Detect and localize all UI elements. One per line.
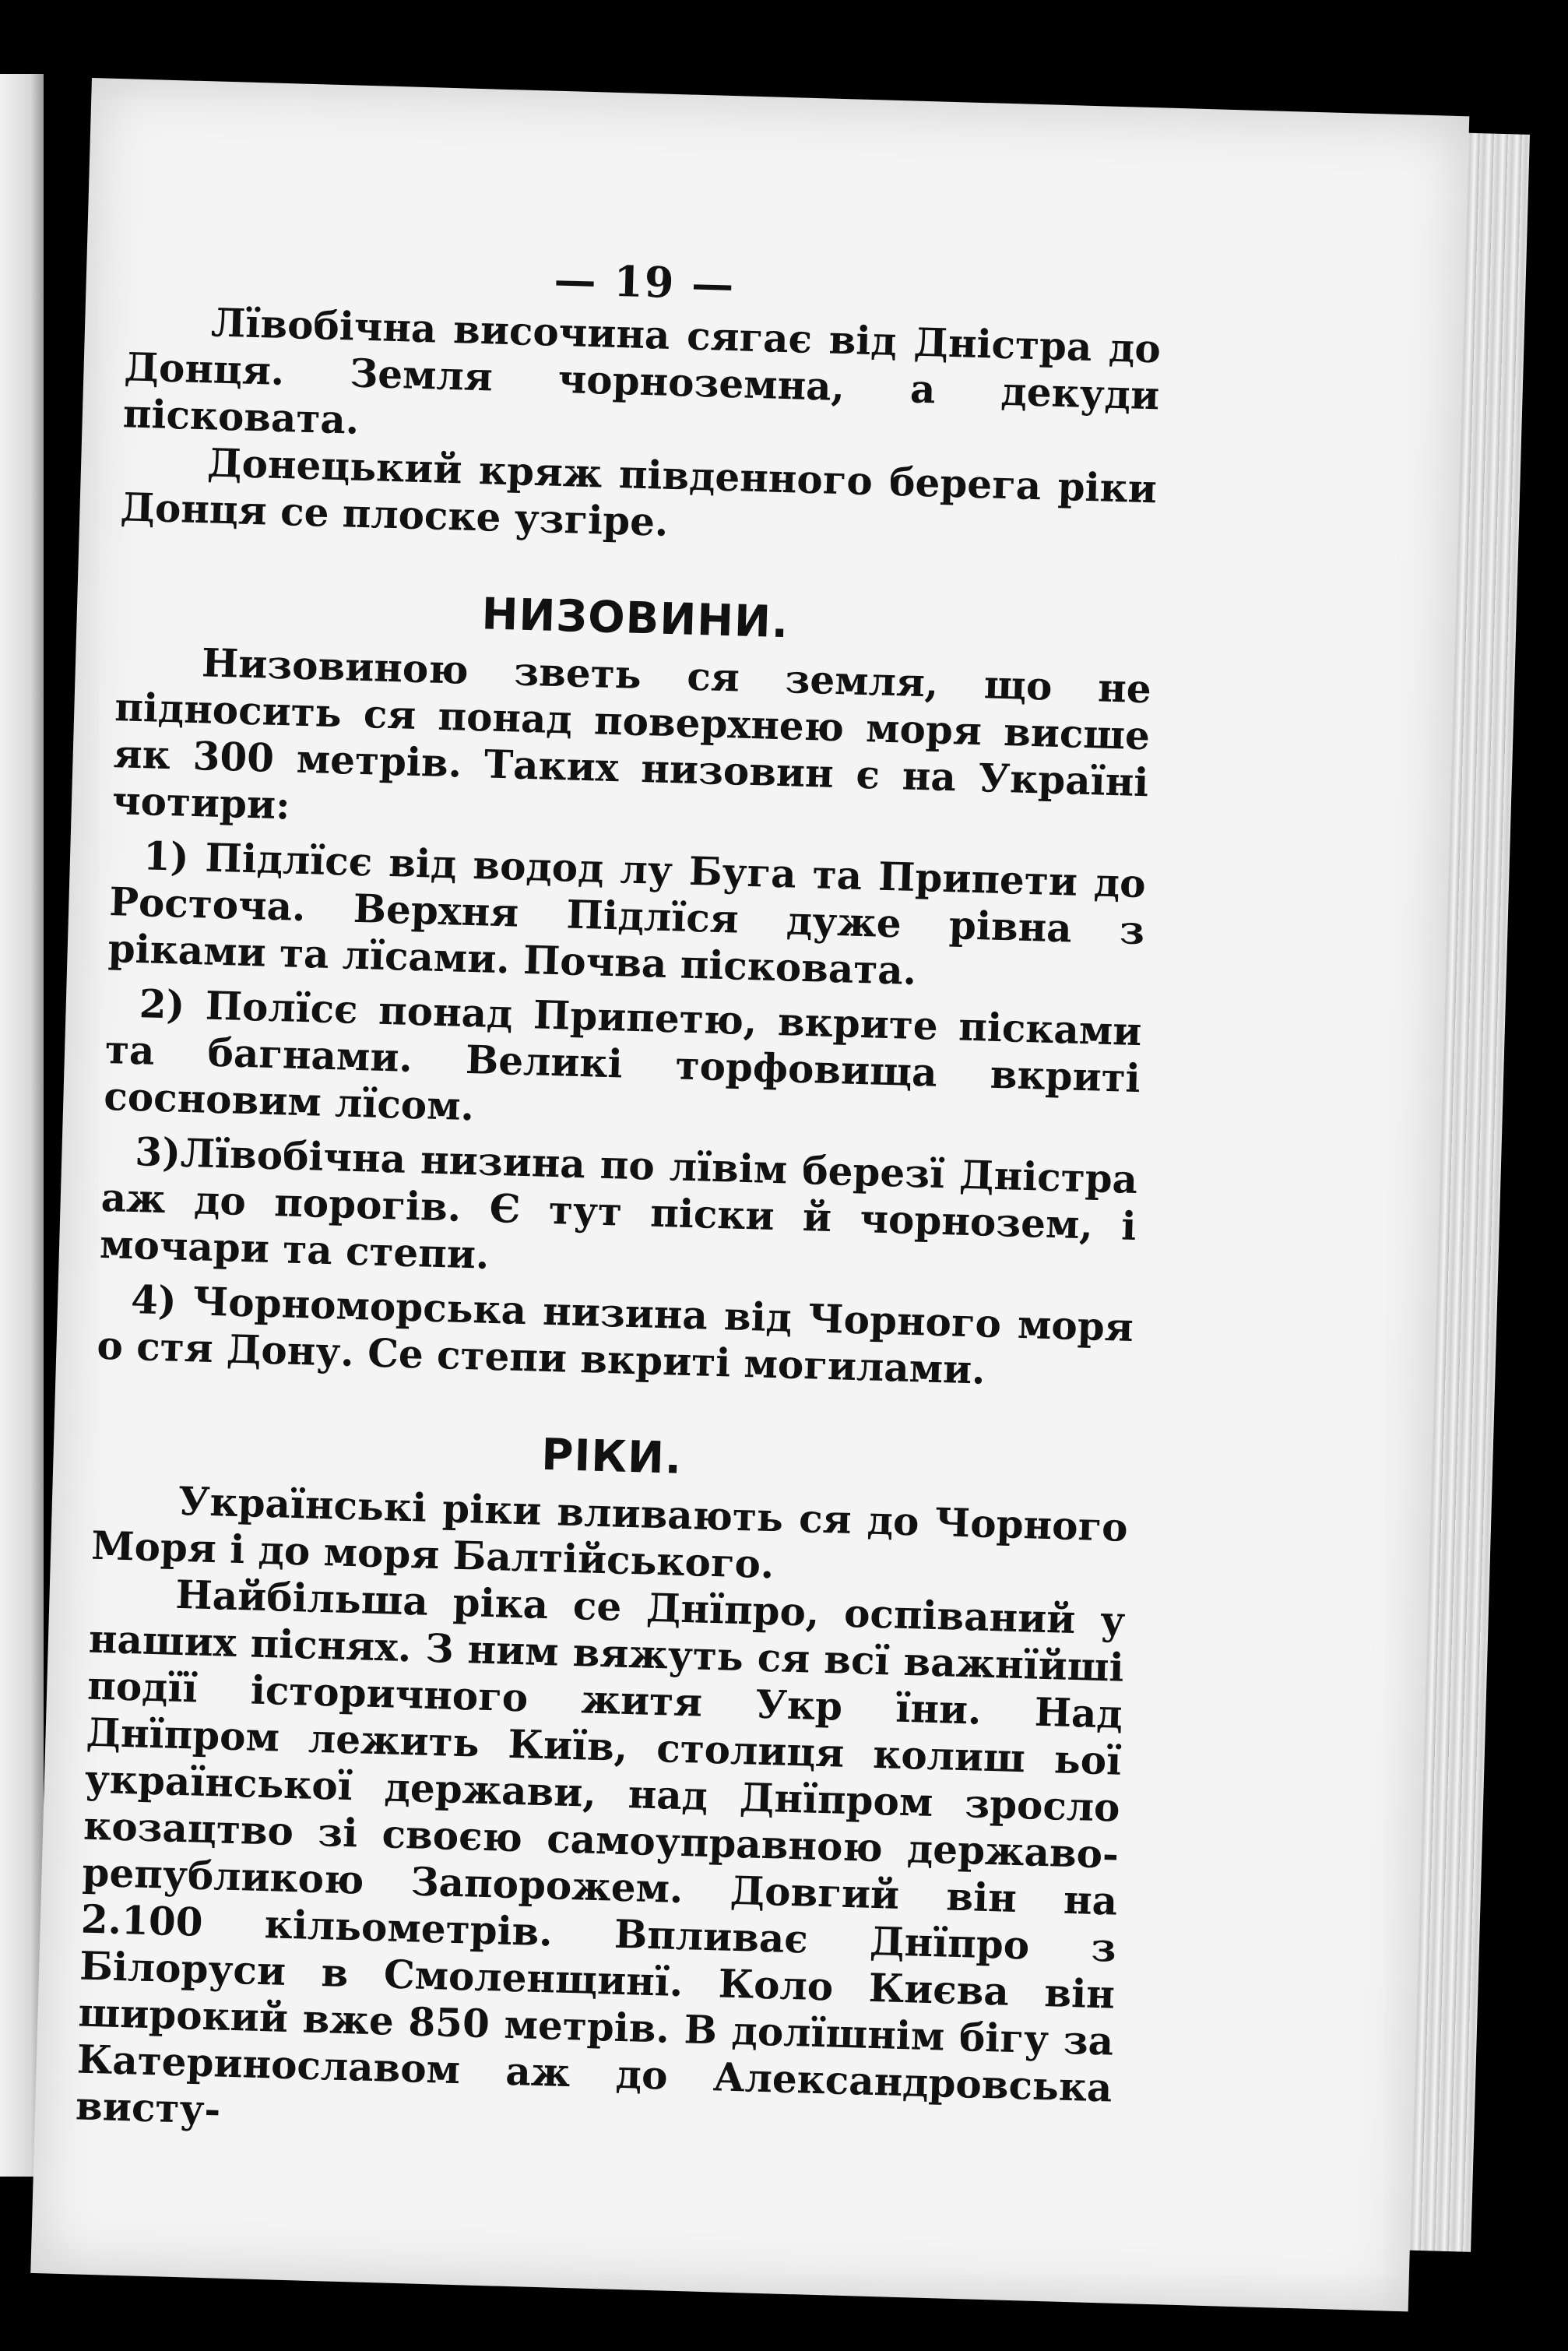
rivers-paragraph-2: Найбільша ріка се Днїпро, оспіваний у наших піснях. З ним вяжуть ся всї важнїйші подїї історичного житя Укр їни. Над Днїпром лежить Київ, столиця колиш ьої української держави, над Днїпром зросло козацтво зі своєю самоуправною державо-републикою Запорожем. Довгий він на 2.100 кільометрів. Впливає Днїпро з Білоруси в Смоленщинї. Коло Києва він широкий вже 850 метрів. В долїшнім бігу за Катеринославом аж до Александровська висту- bbox=[75, 1571, 1127, 2133]
lowlands-paragraph-intro: Низовиною зветь ся земля, що не підносить ся понад поверхнею моря висше як 300 метрів. Таких низовин є на Україні чотири: bbox=[111, 639, 1152, 829]
previous-page-edge bbox=[0, 74, 44, 2177]
rivers-paragraph-1: Українські ріки вливають ся до Чорного Моря і до моря Балтійського. bbox=[90, 1477, 1129, 1588]
intro-section bbox=[120, 297, 1162, 559]
lowlands-item-2: 2) Полїсє понад Припетю, вкрите пісками та багнами. Великі торфовища вкриті сосновим лїсом. bbox=[103, 980, 1143, 1130]
lowlands-item-1: 1) Підлїсє від водод лу Буга та Припети до Росточа. Верхня Підлїся дуже рівна з ріками та лїсами. Почва пісковата. bbox=[107, 832, 1147, 994]
intro-paragraph-2: Донецький кряж південного берега ріки Донця се плоске узгіре. bbox=[119, 439, 1158, 545]
page-content bbox=[75, 242, 1162, 2158]
book-page bbox=[30, 78, 1469, 2311]
page-number: — 19 — bbox=[553, 254, 737, 310]
lowlands-item-4: 4) Чорноморська низина від Чорного моря о стя Дону. Се степи вкриті могилами. bbox=[96, 1276, 1134, 1393]
lowlands-heading: НИЗОВИНИ. bbox=[480, 589, 790, 649]
rivers-heading: РІКИ. bbox=[540, 1429, 684, 1484]
intro-paragraph-1: Лївобічна височина сягає від Дністра до Донця. Земля чорноземна, а декуди пісковата. bbox=[122, 299, 1162, 443]
lowlands-item-3: 3)Лївобічна низина по лївім березї Дністра аж до порогів. Є тут піски й чорнозем, і мочари та степи. bbox=[99, 1128, 1138, 1278]
rivers-section bbox=[75, 1417, 1130, 2159]
lowlands-section bbox=[97, 579, 1154, 1398]
